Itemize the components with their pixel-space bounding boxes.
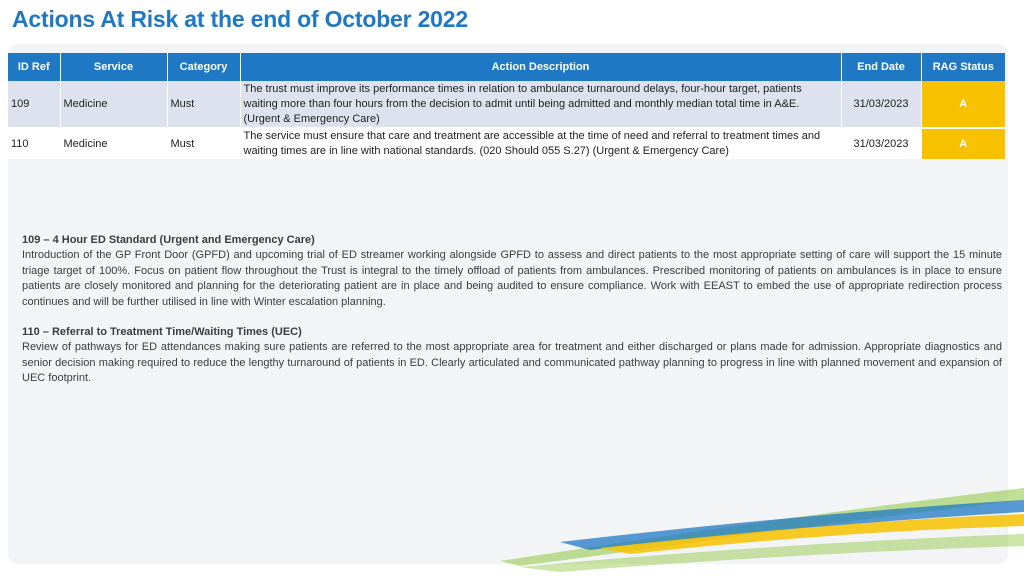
header-action-description: Action Description xyxy=(240,53,841,81)
actions-table xyxy=(8,53,1005,159)
cell-end-date: 31/03/2023 xyxy=(841,128,921,159)
table-row xyxy=(8,81,1005,128)
cell-service: Medicine xyxy=(60,128,167,159)
action-notes xyxy=(22,233,1002,402)
table-row xyxy=(8,128,1005,159)
header-category: Category xyxy=(167,53,240,81)
note-heading: 110 – Referral to Treatment Time/Waiting Times (UEC) xyxy=(22,326,302,339)
cell-rag-status: A xyxy=(921,81,1005,128)
page-title: Actions At Risk at the end of October 2022 xyxy=(12,6,468,32)
cell-rag-status: A xyxy=(921,128,1005,159)
table-header-row xyxy=(8,53,1005,81)
cell-action-description: The trust must improve its performance times in relation to ambulance turnaround delays, four-hour target, patients waiting more than four hours from the decision to admit until being admitted and monthly median total time in A&E. (Urgent & Emergency Care) xyxy=(240,81,841,128)
header-id-ref: ID Ref xyxy=(8,53,60,81)
note-heading: 109 – 4 Hour ED Standard (Urgent and Emergency Care) xyxy=(22,234,315,246)
cell-action-description: The service must ensure that care and treatment are accessible at the time of need and referral to treatment times and waiting times are in line with national standards. (020 Should 055 S.27) (Urgent & Emergency Care) xyxy=(240,128,841,159)
header-end-date: End Date xyxy=(841,53,921,81)
header-service: Service xyxy=(60,53,167,81)
cell-service: Medicine xyxy=(60,81,167,128)
cell-category: Must xyxy=(167,81,240,128)
note-109 xyxy=(22,233,1002,310)
cell-id-ref: 109 xyxy=(8,81,60,128)
note-110 xyxy=(22,325,1002,387)
cell-end-date: 31/03/2023 xyxy=(841,81,921,128)
cell-category: Must xyxy=(167,128,240,159)
note-body: Introduction of the GP Front Door (GPFD) and upcoming trial of ED streamer working alongside GPFD to assess and direct patients to the most appropriate setting of care will support the 15 minute triage target of 100%. Focus on patient flow throughout the Trust is integral to the timely offload of patients from ambulances. Prescribed monitoring of patients on ambulances is in place to ensure patients are closely monitored and planning for the deteriorating patient are in place and being audited to ensure compliance. Work with EEAST to embed the use of appropriate redirection process continues and will be further utilised in line with Winter escalation planning. xyxy=(22,249,1002,308)
note-body: Review of pathways for ED attendances making sure patients are referred to the most appropriate area for treatment and either discharged or plans made for admission. Appropriate diagnostics and senior decision making required to reduce the lengthy turnaround of patients in ED. Clearly articulated and communicated pathway planning to progress in line with planned movement and expansion of UEC footprint. xyxy=(22,341,1002,385)
cell-id-ref: 110 xyxy=(8,128,60,159)
header-rag-status: RAG Status xyxy=(921,53,1005,81)
